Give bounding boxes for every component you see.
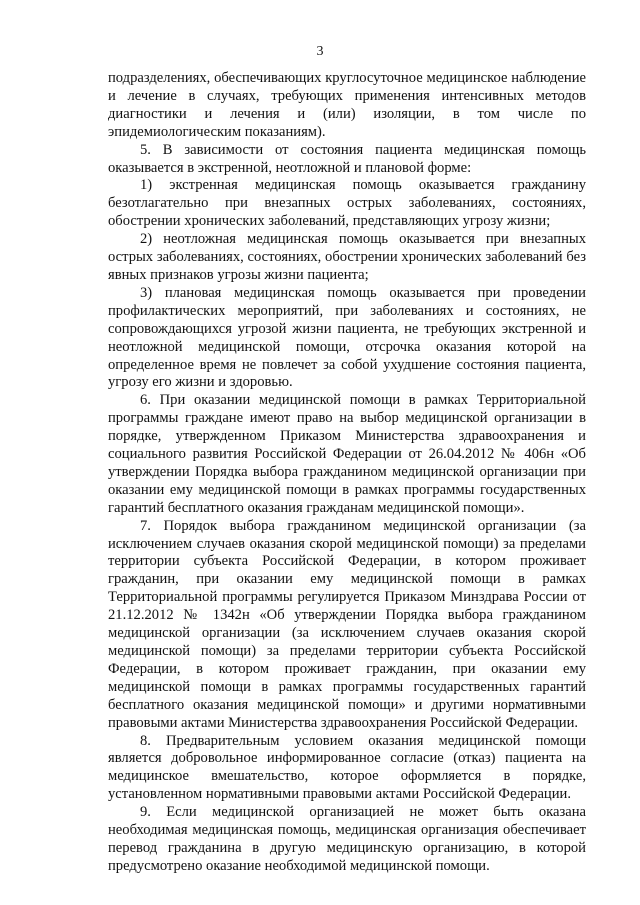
paragraph-5-item-3: 3) плановая медицинская помощь оказывается при проведении профилактических мероприятий, при заболеваниях и состояниях, не сопровождающихся угрозой жизни пациента, не требующих экстренной и неотложной медицинской помощи, отсрочка оказания которой на определенное время не повлечет за собой ухудшение состояния пациента, угрозу его жизни и здоровью. bbox=[108, 284, 586, 391]
paragraph-9: 9. Если медицинской организацией не может быть оказана необходимая медицинская помощь, медицинская организация обеспечивает перевод гражданина в другую медицинскую организацию, в которой предусмотрено оказание необходимой медицинской помощи. bbox=[108, 804, 586, 874]
paragraph-5: 5. В зависимости от состояния пациента медицинская помощь оказывается в экстренной, неотложной и плановой форме: bbox=[108, 141, 586, 176]
paragraph-continuation: подразделениях, обеспечивающих круглосуточное медицинское наблюдение и лечение в случаях, требующих применения интенсивных методов диагностики и лечения и (или) изоляции, в том числе по эпидемиологическим показаниям). bbox=[108, 70, 586, 140]
paragraph-5-item-2: 2) неотложная медицинская помощь оказывается при внезапных острых заболеваниях, состояниях, обострении хронических заболеваний без явных признаков угрозы жизни пациента; bbox=[108, 231, 586, 283]
paragraph-6: 6. При оказании медицинской помощи в рамках Территориальной программы граждане имеют право на выбор медицинской организации в порядке, утвержденном Приказом Министерства здравоохранения и социального развития Российской Федерации от 26.04.2012 № 406н «Об утверждении Порядка выбора гражданином медицинской организации при оказании ему медицинской помощи в рамках программы государственных гарантий бесплатного оказания гражданам медицинской помощи». bbox=[108, 392, 586, 516]
paragraph-7: 7. Порядок выбора гражданином медицинской организации (за исключением случаев оказания скорой медицинской помощи) за пределами территории субъекта Российской Федерации, в котором проживает гражданин, при оказании ему медицинской помощи в рамках Территориальной программы регулируется Приказом Минздрава России от 21.12.2012 № 1342н «Об утверждении Порядка выбора гражданином медицинской организации (за исключением случаев оказания скорой медицинской помощи) за пределами территории субъекта Российской Федерации, в котором проживает гражданин, при оказании ему медицинской помощи в рамках программы государственных гарантий бесплатного оказания медицинской помощи» и другими нормативными правовыми актами Министерства здравоохранения Российской Федерации. bbox=[108, 517, 586, 731]
paragraph-8: 8. Предварительным условием оказания медицинской помощи является добровольное информированное согласие (отказ) пациента на медицинское вмешательство, которое оформляется в порядке, установленном нормативными правовыми актами Российской Федерации. bbox=[108, 732, 586, 803]
document-body bbox=[108, 70, 586, 876]
page-number: 3 bbox=[316, 44, 324, 59]
paragraph-5-item-1: 1) экстренная медицинская помощь оказывается гражданину безотлагательно при внезапных острых заболеваниях, состояниях, обострении хронических заболеваний, представляющих угрозу жизни; bbox=[108, 177, 586, 230]
